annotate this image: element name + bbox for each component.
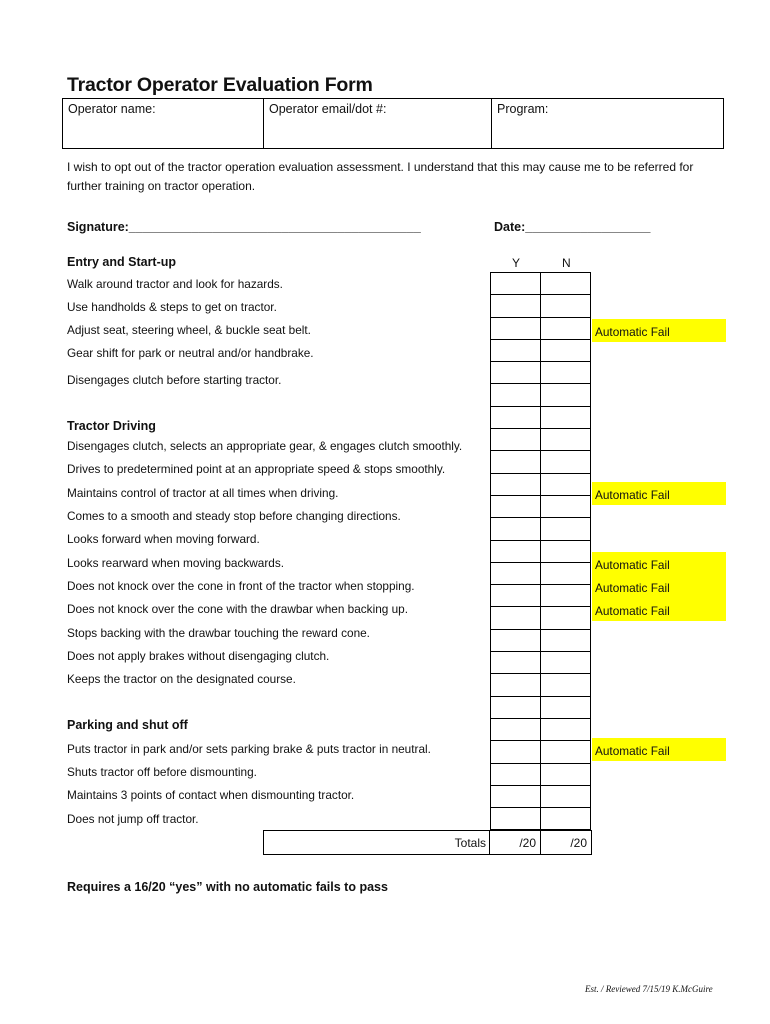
criterion-item: Does not apply brakes without disengaging clutch. [67,649,330,663]
grid-row [491,384,591,406]
checkbox-cell-no[interactable] [541,763,591,785]
checkbox-cell-yes[interactable] [491,562,541,584]
grid-row [491,495,591,517]
criterion-item: Comes to a smooth and steady stop before changing directions. [67,509,401,523]
grid-row [491,652,591,674]
criterion-item: Maintains control of tractor at all times when driving. [67,486,339,500]
totals-no-cell[interactable]: /20 [570,836,587,850]
totals-row [263,830,592,855]
criterion-item: Puts tractor in park and/or sets parking brake & puts tractor in neutral. [67,742,431,756]
criterion-item: Drives to predetermined point at an appropriate speed & stops smoothly. [67,462,446,476]
grid-row [491,718,591,740]
checkbox-cell-yes[interactable] [491,607,541,629]
checkbox-cell-no[interactable] [541,652,591,674]
checkbox-cell-no[interactable] [541,473,591,495]
checkbox-cell-no[interactable] [541,674,591,696]
checkbox-cell-yes[interactable] [491,718,541,740]
column-header-yes: Y [512,256,521,270]
grid-row [491,674,591,696]
criterion-item: Shuts tractor off before dismounting. [67,765,257,779]
checkbox-cell-no[interactable] [541,451,591,473]
checkbox-cell-no[interactable] [541,495,591,517]
operator-email-field[interactable] [264,99,492,148]
grid-row [491,585,591,607]
criterion-item: Looks forward when moving forward. [67,532,260,546]
operator-name-field[interactable] [63,99,264,148]
checkbox-cell-no[interactable] [541,273,591,295]
criterion-item: Walk around tractor and look for hazards. [67,277,283,291]
criterion-item: Keeps the tractor on the designated course. [67,672,296,686]
checkbox-cell-no[interactable] [541,518,591,540]
totals-label: Totals [264,831,490,854]
yes-no-grid [490,272,592,830]
automatic-fail-flag: Automatic Fail [592,552,726,575]
checkbox-cell-yes[interactable] [491,406,541,428]
grid-row [491,451,591,473]
grid-row [491,339,591,361]
grid-row [491,763,591,785]
criterion-item: Maintains 3 points of contact when dismounting tractor. [67,788,355,802]
checkbox-cell-yes[interactable] [491,585,541,607]
automatic-fail-flag: Automatic Fail [592,319,726,342]
checkbox-cell-no[interactable] [541,562,591,584]
date-line[interactable]: Date:__________________ [494,220,651,234]
operator-info-box [62,98,724,149]
checkbox-cell-yes[interactable] [491,785,541,807]
grid-row [491,317,591,339]
checkbox-cell-yes[interactable] [491,540,541,562]
checkbox-cell-yes[interactable] [491,317,541,339]
automatic-fail-flag: Automatic Fail [592,482,726,505]
grid-row [491,696,591,718]
criterion-item: Disengages clutch before starting tractor. [67,373,282,387]
checkbox-cell-no[interactable] [541,429,591,451]
grid-row [491,473,591,495]
form-title: Tractor Operator Evaluation Form [67,74,373,96]
automatic-fail-flag: Automatic Fail [592,575,726,598]
grid-row [491,518,591,540]
checkbox-cell-no[interactable] [541,317,591,339]
automatic-fail-flag: Automatic Fail [592,598,726,621]
section-parking-shutoff: Parking and shut off [67,718,188,732]
grid-row [491,607,591,629]
opt-out-statement: I wish to opt out of the tractor operation evaluation assessment. I understand that this may cause me to be referred for further training on tractor operation. [67,160,694,193]
checkbox-cell-yes[interactable] [491,384,541,406]
grid-row [491,273,591,295]
checkbox-cell-no[interactable] [541,785,591,807]
column-header-no: N [562,256,571,270]
checkbox-cell-no[interactable] [541,339,591,361]
checkbox-cell-no[interactable] [541,741,591,763]
checkbox-cell-yes[interactable] [491,741,541,763]
section-tractor-driving: Tractor Driving [67,419,156,433]
checkbox-cell-no[interactable] [541,696,591,718]
checkbox-cell-yes[interactable] [491,295,541,317]
revision-footer: Est. / Reviewed 7/15/19 K.McGuire [585,984,713,994]
grid-row [491,629,591,651]
signature-line[interactable]: Signature:__________________________________________ [67,220,421,234]
grid-row [491,362,591,384]
operator-email-label: Operator email/dot #: [269,102,387,116]
grid-row [491,406,591,428]
checkbox-cell-yes[interactable] [491,473,541,495]
pass-requirement: Requires a 16/20 “yes” with no automatic fails to pass [67,880,388,894]
checkbox-cell-no[interactable] [541,585,591,607]
checkbox-cell-no[interactable] [541,295,591,317]
grid-row [491,741,591,763]
checkbox-cell-no[interactable] [541,629,591,651]
checkbox-cell-no[interactable] [541,718,591,740]
criterion-item: Does not jump off tractor. [67,812,199,826]
checkbox-cell-yes[interactable] [491,629,541,651]
checkbox-cell-no[interactable] [541,540,591,562]
checkbox-cell-yes[interactable] [491,451,541,473]
checkbox-cell-yes[interactable] [491,518,541,540]
checkbox-cell-no[interactable] [541,384,591,406]
grid-row [491,540,591,562]
operator-name-label: Operator name: [68,102,156,116]
checkbox-cell-yes[interactable] [491,696,541,718]
criterion-item: Does not knock over the cone in front of the tractor when stopping. [67,579,415,593]
checkbox-cell-yes[interactable] [491,652,541,674]
checkbox-cell-no[interactable] [541,362,591,384]
criterion-item: Does not knock over the cone with the drawbar when backing up. [67,602,408,616]
checkbox-cell-no[interactable] [541,607,591,629]
grid-row [491,808,591,830]
checkbox-cell-yes[interactable] [491,429,541,451]
checkbox-cell-no[interactable] [541,808,591,830]
criterion-item: Use handholds & steps to get on tractor. [67,300,277,314]
section-entry-startup: Entry and Start-up [67,255,177,269]
grid-row [491,785,591,807]
checkbox-cell-yes[interactable] [491,763,541,785]
criterion-item: Looks rearward when moving backwards. [67,556,285,570]
criterion-item: Gear shift for park or neutral and/or handbrake. [67,346,314,360]
checkbox-cell-yes[interactable] [491,495,541,517]
grid-row [491,562,591,584]
program-label: Program: [497,102,549,116]
totals-yes-cell[interactable]: /20 [490,831,541,854]
automatic-fail-flag: Automatic Fail [592,738,726,761]
criterion-item: Adjust seat, steering wheel, & buckle seat belt. [67,323,311,337]
criterion-item: Stops backing with the drawbar touching the reward cone. [67,626,370,640]
checkbox-cell-yes[interactable] [491,273,541,295]
checkbox-cell-yes[interactable] [491,674,541,696]
checkbox-cell-yes[interactable] [491,362,541,384]
criterion-item: Disengages clutch, selects an appropriate gear, & engages clutch smoothly. [67,439,463,453]
program-field[interactable] [492,99,723,148]
checkbox-cell-yes[interactable] [491,808,541,830]
grid-row [491,429,591,451]
grid-row [491,295,591,317]
checkbox-cell-no[interactable] [541,406,591,428]
checkbox-cell-yes[interactable] [491,339,541,361]
